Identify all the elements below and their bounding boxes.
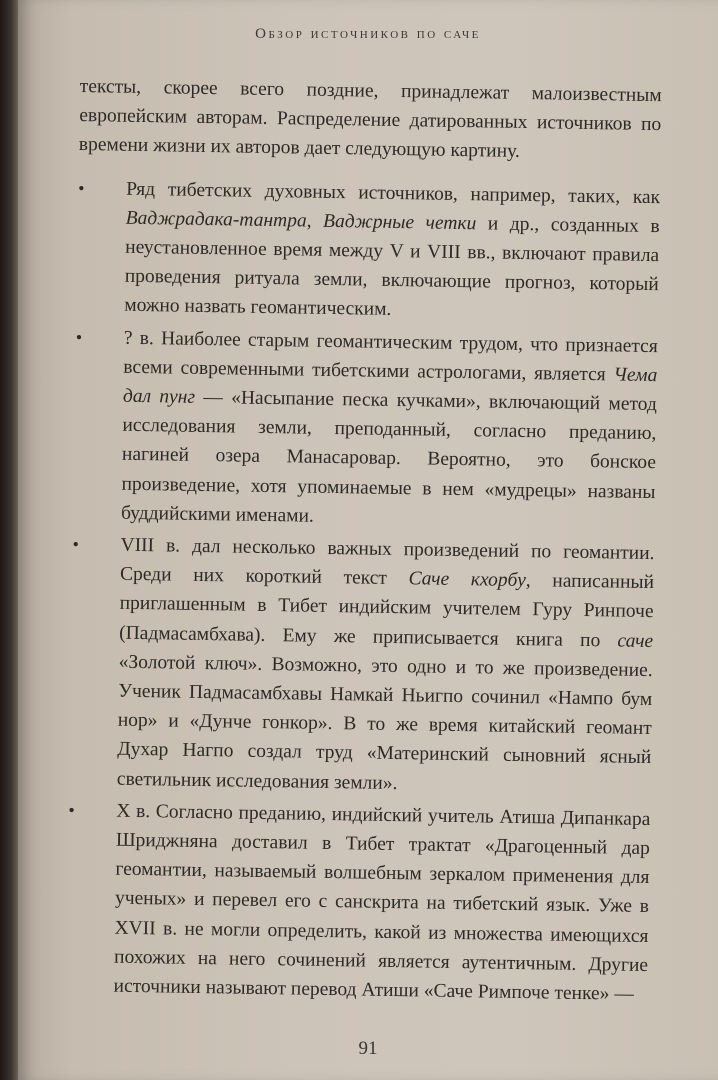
list-item: [65, 796, 650, 1010]
source-list: [65, 174, 660, 1010]
item-text: VIII в. дал несколько важных произведений по геомантии. Среди них короткий текст: [119, 534, 655, 590]
page-number: 91: [358, 1038, 378, 1059]
item-text: «Золотой ключ». Возможно, это одно и то же произведение. Ученик Падмасамбхавы Намкай Ньигпо сочинил «Нампо бум нор» и «Дунче гонкор». В то же время китайский геомант Духар Нагпо создал труд «Материнский сыновний ясный светильник исследования земли».: [116, 651, 653, 794]
item-text: , написанный приглашенным в Тибет индийским учителем Гуру Ринпоче (Падмасамбхава). Ему же приписывается книга по: [119, 570, 655, 652]
list-item: [69, 530, 655, 802]
item-text: X в. Согласно преданию, индийский учитель Атиша Дипанкара Шриджняна доставил в Тибет трактат «Драгоценный дар геомантии, называемый волшебным зеркалом применения для ученых» и перевел его с санскрита на тибетский язык. Уже в XVII в. не могли определить, какой из множества имеющихся похожих на него сочинений является аутентичным. Другие источники называют перевод Атиши «Саче Римпоче тенке» —: [113, 800, 651, 1005]
item-text: ? в. Наиболее старым геомантическим трудом, что признается всеми современными тибетскими астрологами, является: [123, 327, 658, 386]
list-item: [73, 323, 658, 537]
bullet-icon: •: [68, 799, 75, 820]
item-text: Ряд тибетских духовных источников, например, таких, как: [126, 178, 661, 208]
item-text: — «Насыпание песка кучками», включающий метод исследования земли, преподанный, согласно преданию, нагиней озера Манасаровар. Вероятно, это бонское произведение, хотя упоминаемые в нем «мудрецы» названы буддийскими именами.: [120, 386, 658, 527]
list-item: [76, 174, 660, 329]
bullet-icon: •: [78, 177, 85, 198]
item-text: ,: [306, 210, 324, 232]
item-text: и др., созданных в неустановленное время между V и VIII вв., включают правила проведения ритуала земли, включающие прогноз, который можно назвать геомантическим.: [124, 213, 660, 321]
book-page: [18, 0, 718, 1080]
item-title: Чема дал пунг: [122, 364, 658, 408]
book-spine-shadow: [0, 0, 18, 1080]
body-text: [65, 72, 662, 1012]
intro-paragraph: тексты, скорее всего поздние, принадлежат малоизвестным европейским авторам. Распределение датированных источников по времени жизни их авторов дает следующую картину.: [78, 75, 662, 163]
item-title: Ваджрадака-тантра: [125, 207, 307, 232]
item-title: саче: [617, 630, 654, 652]
bullet-icon: •: [72, 533, 80, 555]
item-title: Саче кхорбу: [408, 568, 527, 592]
item-title: Ваджрные четки: [322, 210, 477, 235]
running-head: Обзор источников по саче: [255, 26, 481, 42]
bullet-icon: •: [75, 326, 83, 347]
